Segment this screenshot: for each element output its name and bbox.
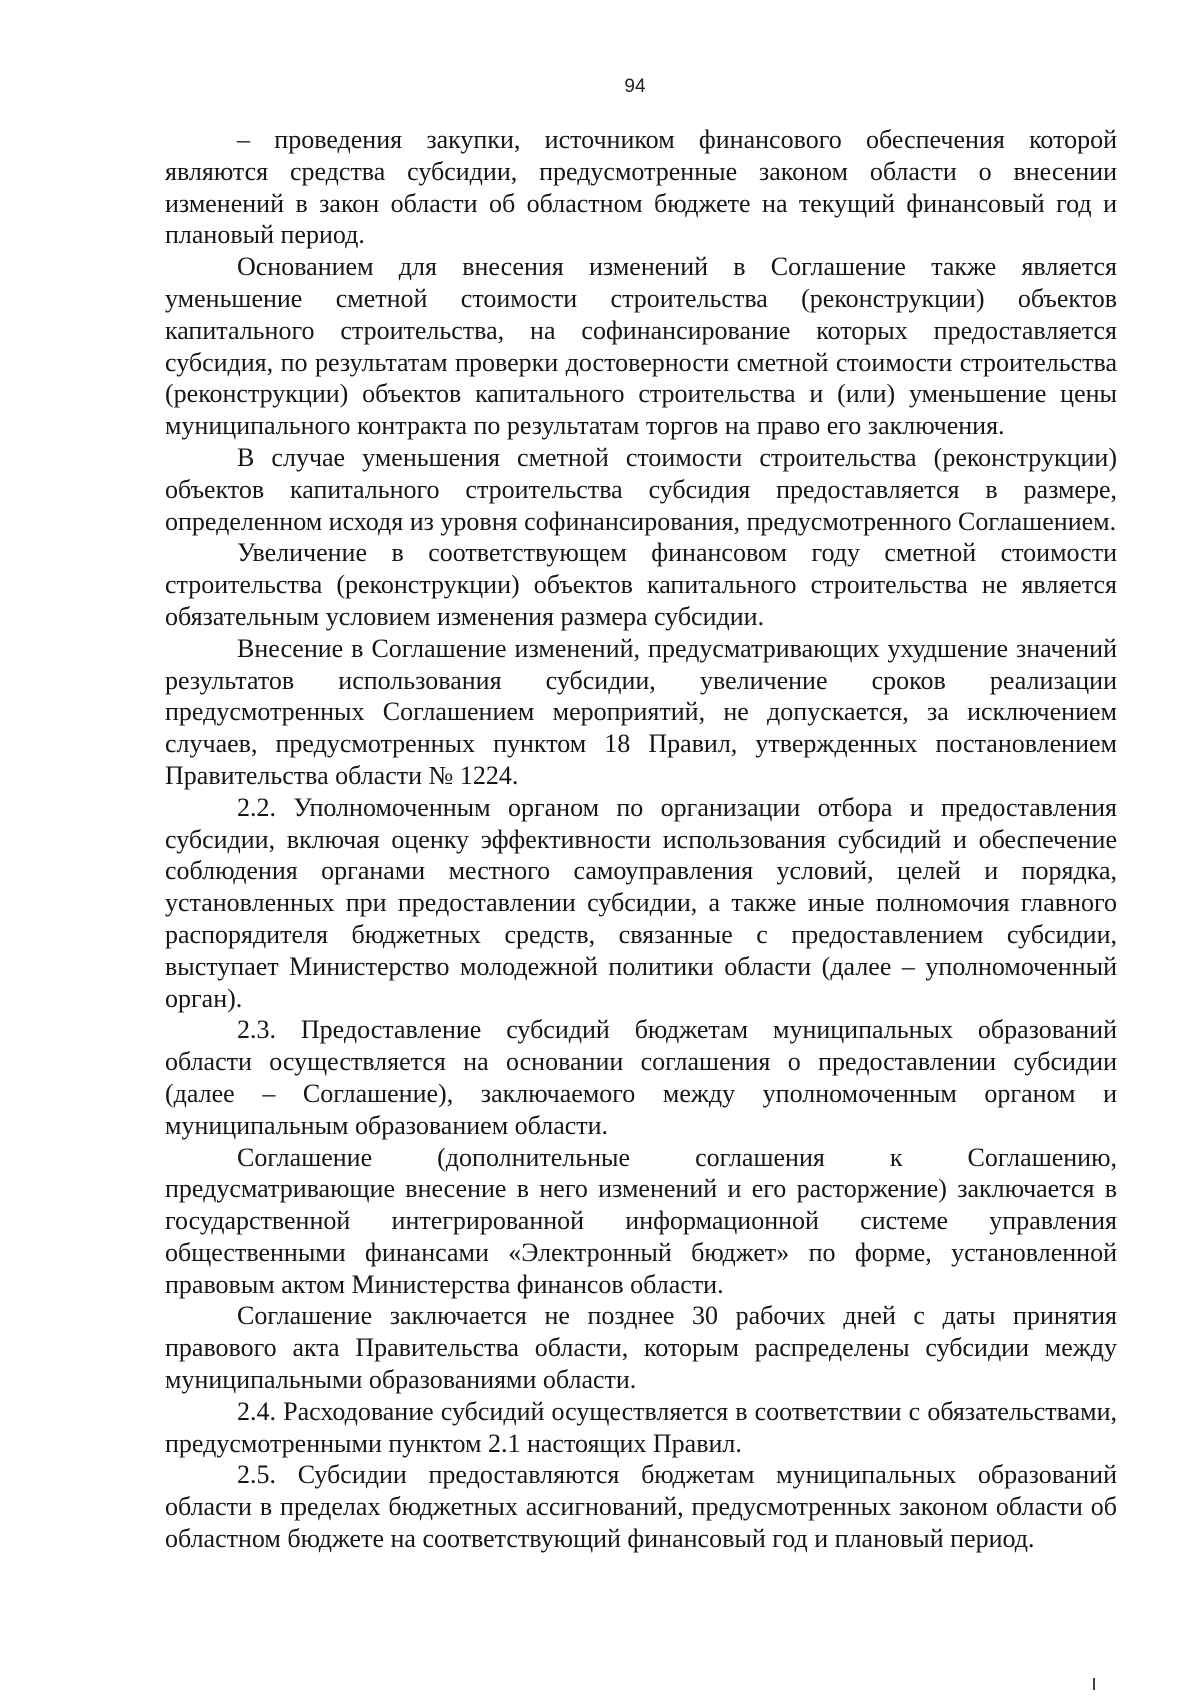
- document-body: [165, 124, 1117, 1555]
- paragraph-agreement-system: Соглашение (дополнительные соглашения к Соглашению, предусматривающие внесение в него изменений и его расторжение) заключается в государственной интегрированной информационной системе управления общественными финансами «Электронный бюджет» по форме, установленной правовым актом Министерства финансов области.: [165, 1142, 1117, 1299]
- paragraph-changes-not-allowed: Внесение в Соглашение изменений, предусматривающих ухудшение значений результатов использования субсидии, увеличение сроков реализации предусмотренных Соглашением мероприятий, не допускается, за исключением случаев, предусмотренных пунктом 18 Правил, утвержденных постановлением Правительства области № 1224.: [165, 633, 1117, 790]
- paragraph-2-5: 2.5. Субсидии предоставляются бюджетам муниципальных образований области в пределах бюджетных ассигнований, предусмотренных законом области об областном бюджете на соответствующий финансовый год и плановый период.: [165, 1460, 1117, 1554]
- paragraph-cost-reduction: В случае уменьшения сметной стоимости строительства (реконструкции) объектов капитального строительства субсидия предоставляется в размере, определенном исходя из уровня софинансирования, предусмотренного Соглашением.: [165, 442, 1117, 536]
- paragraph-2-2: 2.2. Уполномоченным органом по организации отбора и предоставления субсидии, включая оценку эффективности использования субсидий и обеспечение соблюдения органами местного самоуправления условий, целей и порядка, установленных при предоставлении субсидии, а также иные полномочия главного распорядителя бюджетных средств, связанные с предоставлением субсидии, выступает Министерство молодежной политики области (далее – уполномоченный орган).: [165, 792, 1117, 1013]
- paragraph-grounds-for-changes: Основанием для внесения изменений в Соглашение также является уменьшение сметной стоимости строительства (реконструкции) объектов капитального строительства, на софинансирование которых предоставляется субсидия, по результатам проверки достоверности сметной стоимости строительства (реконструкции) объектов капитального строительства и (или) уменьшение цены муниципального контракта по результатам торгов на право его заключения.: [165, 252, 1117, 441]
- paragraph-cost-increase: Увеличение в соответствующем финансовом году сметной стоимости строительства (реконструкции) объектов капитального строительства не является обязательным условием изменения размера субсидии.: [165, 538, 1117, 631]
- paragraph-agreement-deadline: Соглашение заключается не позднее 30 рабочих дней с даты принятия правового акта Правительства области, которым распределены субсидии между муниципальными образованиями области.: [165, 1301, 1117, 1395]
- paragraph-2-4: 2.4. Расходование субсидий осуществляется в соответствии с обязательствами, предусмотренными пунктом 2.1 настоящих Правил.: [165, 1396, 1117, 1458]
- paragraph-2-3: 2.3. Предоставление субсидий бюджетам муниципальных образований области осуществляется на основании соглашения о предоставлении субсидии (далее – Соглашение), заключаемого между уполномоченным органом и муниципальным образованием области.: [165, 1015, 1117, 1140]
- scan-edge-mark: [1093, 1678, 1095, 1690]
- page-number: 94: [624, 76, 646, 97]
- paragraph-procurement: – проведения закупки, источником финансового обеспечения которой являются средства субсидии, предусмотренные законом области о внесении изменений в закон области об областном бюджете на текущий финансовый год и плановый период.: [165, 125, 1117, 250]
